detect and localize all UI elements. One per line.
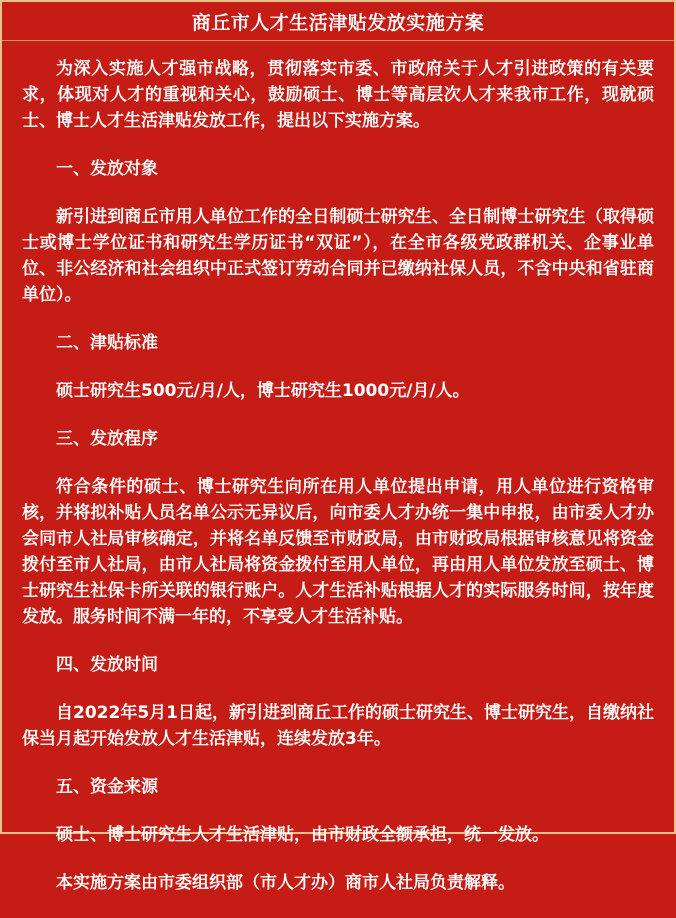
recipients-paragraph: 新引进到商丘市用人单位工作的全日制硕士研究生、全日制博士研究生（取得硕士或博士学位证书和研究生学历证书“双证”），在全市各级党政群机关、企事业单位、非公经济和社会组织中正式签订劳动合同并已缴纳社保人员，不含中央和省驻商单位）。 [22, 207, 654, 305]
section-heading-timing: 四、发放时间 [56, 655, 158, 675]
standard-paragraph: 硕士研究生500元/月/人，博士研究生1000元/月/人。 [56, 381, 470, 401]
title-divider [2, 40, 674, 41]
section-heading-funding: 五、资金来源 [56, 777, 158, 797]
section-heading-procedure: 三、发放程序 [56, 429, 158, 449]
funding-paragraph: 硕士、博士研究生人才生活津贴，由市财政全额承担，统一发放。 [56, 825, 549, 845]
procedure-paragraph: 符合条件的硕士、博士研究生向所在用人单位提出申请，用人单位进行资格审核，并将拟补贴人员名单公示无异议后，向市委人才办统一集中申报，由市委人才办会同市人社局审核确定，并将名单反馈至市财政局，由市财政局根据审核意见将资金拨付至市人社局，由市人社局将资金拨付至用人单位，再由用人单位发放至硕士、博士研究生社保卡所关联的银行账户。人才生活补贴根据人才的实际服务时间，按年度发放。服务时间不满一年的，不享受人才生活补贴。 [22, 477, 654, 627]
section-heading-standard: 二、津贴标准 [56, 333, 158, 353]
section-heading-recipients: 一、发放对象 [56, 159, 158, 179]
document-body [22, 56, 654, 918]
timing-paragraph: 自2022年5月1日起，新引进到商丘工作的硕士研究生、博士研究生，自缴纳社保当月起开始发放人才生活津贴，连续发放3年。 [22, 703, 654, 749]
page-title: 商丘市人才生活津贴发放实施方案 [191, 12, 485, 34]
interpretation-paragraph: 本实施方案由市委组织部（市人才办）商市人社局负责解释。 [56, 873, 515, 893]
intro-paragraph: 为深入实施人才强市战略，贯彻落实市委、市政府关于人才引进政策的有关要求，体现对人才的重视和关心，鼓励硕士、博士等高层次人才来我市工作，现就硕士、博士人才生活津贴发放工作，提出以下实施方案。 [22, 59, 654, 131]
